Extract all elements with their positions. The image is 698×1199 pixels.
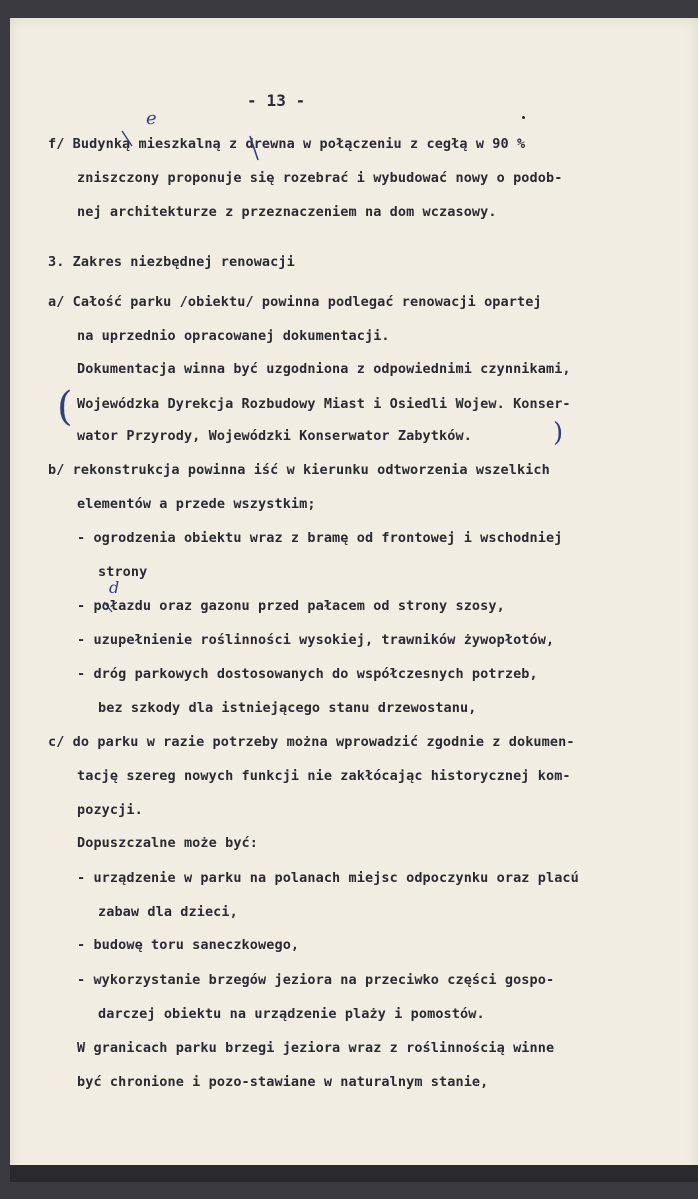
text-line: c/ do parku w razie potrzeby można wprowadzić zgodnie z dokumen- xyxy=(48,734,575,750)
list-item: - wykorzystanie brzegów jeziora na przeciwko części gospo- xyxy=(77,972,555,988)
text-line: a/ Całość parku /obiektu/ powinna podlegać renowacji opartej xyxy=(48,294,542,310)
text-line: tację szereg nowych funkcji nie zakłócając historycznej kom- xyxy=(77,768,571,784)
list-item: - ogrodzenia obiektu wraz z bramę od frontowej i wschodniej xyxy=(77,530,563,546)
text-line: Dokumentacja winna być uzgodniona z odpowiednimi czynnikami, xyxy=(77,361,571,377)
text-line: Wojewódzka Dyrekcja Rozbudowy Miast i Osiedli Wojew. Konser- xyxy=(77,396,571,412)
page-number: - 13 - xyxy=(247,91,306,110)
list-item: - uzupełnienie roślinności wysokiej, trawników żywopłotów, xyxy=(77,632,555,648)
text-line: być chronione i pozo-stawiane w naturalnym stanie, xyxy=(77,1074,489,1090)
text-line: f/ Budynką mieszkalną z drewna w połączeniu z cegłą w 90 % xyxy=(48,136,526,152)
section-heading: 3. Zakres niezbędnej renowacji xyxy=(48,254,295,270)
text-line: zniszczony proponuje się rozebrać i wybudować nowy o podob- xyxy=(77,170,563,186)
handwritten-correction-e: e xyxy=(146,108,157,129)
text-line: nej architekturze z przeznaczeniem na dom wczasowy. xyxy=(77,204,497,220)
text-line: darczej obiektu na urządzenie plaży i pomostów. xyxy=(98,1006,485,1022)
text-line: elementów a przede wszystkim; xyxy=(77,496,316,512)
handwritten-close-paren: ) xyxy=(553,418,564,448)
text-line: strony xyxy=(98,564,148,580)
list-item: - dróg parkowych dostosowanych do współczesnych potrzeb, xyxy=(77,666,538,682)
text-line: zabaw dla dzieci, xyxy=(98,904,238,920)
list-item: - urządzenie w parku na polanach miejsc odpoczynku oraz placú xyxy=(77,870,579,886)
text-line: na uprzednio opracowanej dokumentacji. xyxy=(77,328,390,344)
handwritten-open-paren: ( xyxy=(57,384,73,430)
text-line: Dopuszczalne może być: xyxy=(77,835,259,851)
text-line: wator Przyrody, Wojewódzki Konserwator Zabytków. xyxy=(77,428,472,444)
text-line: bez szkody dla istniejącego stanu drzewostanu, xyxy=(98,700,477,716)
list-item: - budowę toru saneczkowego, xyxy=(77,937,300,953)
text-line: W granicach parku brzegi jeziora wraz z roślinnością winne xyxy=(77,1040,555,1056)
list-item: - połazdu oraz gazonu przed pałacem od strony szosy, xyxy=(77,598,505,614)
text-line: b/ rekonstrukcja powinna iść w kierunku odtworzenia wszelkich xyxy=(48,462,550,478)
handwritten-correction-d: d xyxy=(109,578,120,597)
scan-border xyxy=(10,1165,698,1182)
text-line: pozycji. xyxy=(77,802,143,818)
ink-dot xyxy=(522,116,525,119)
